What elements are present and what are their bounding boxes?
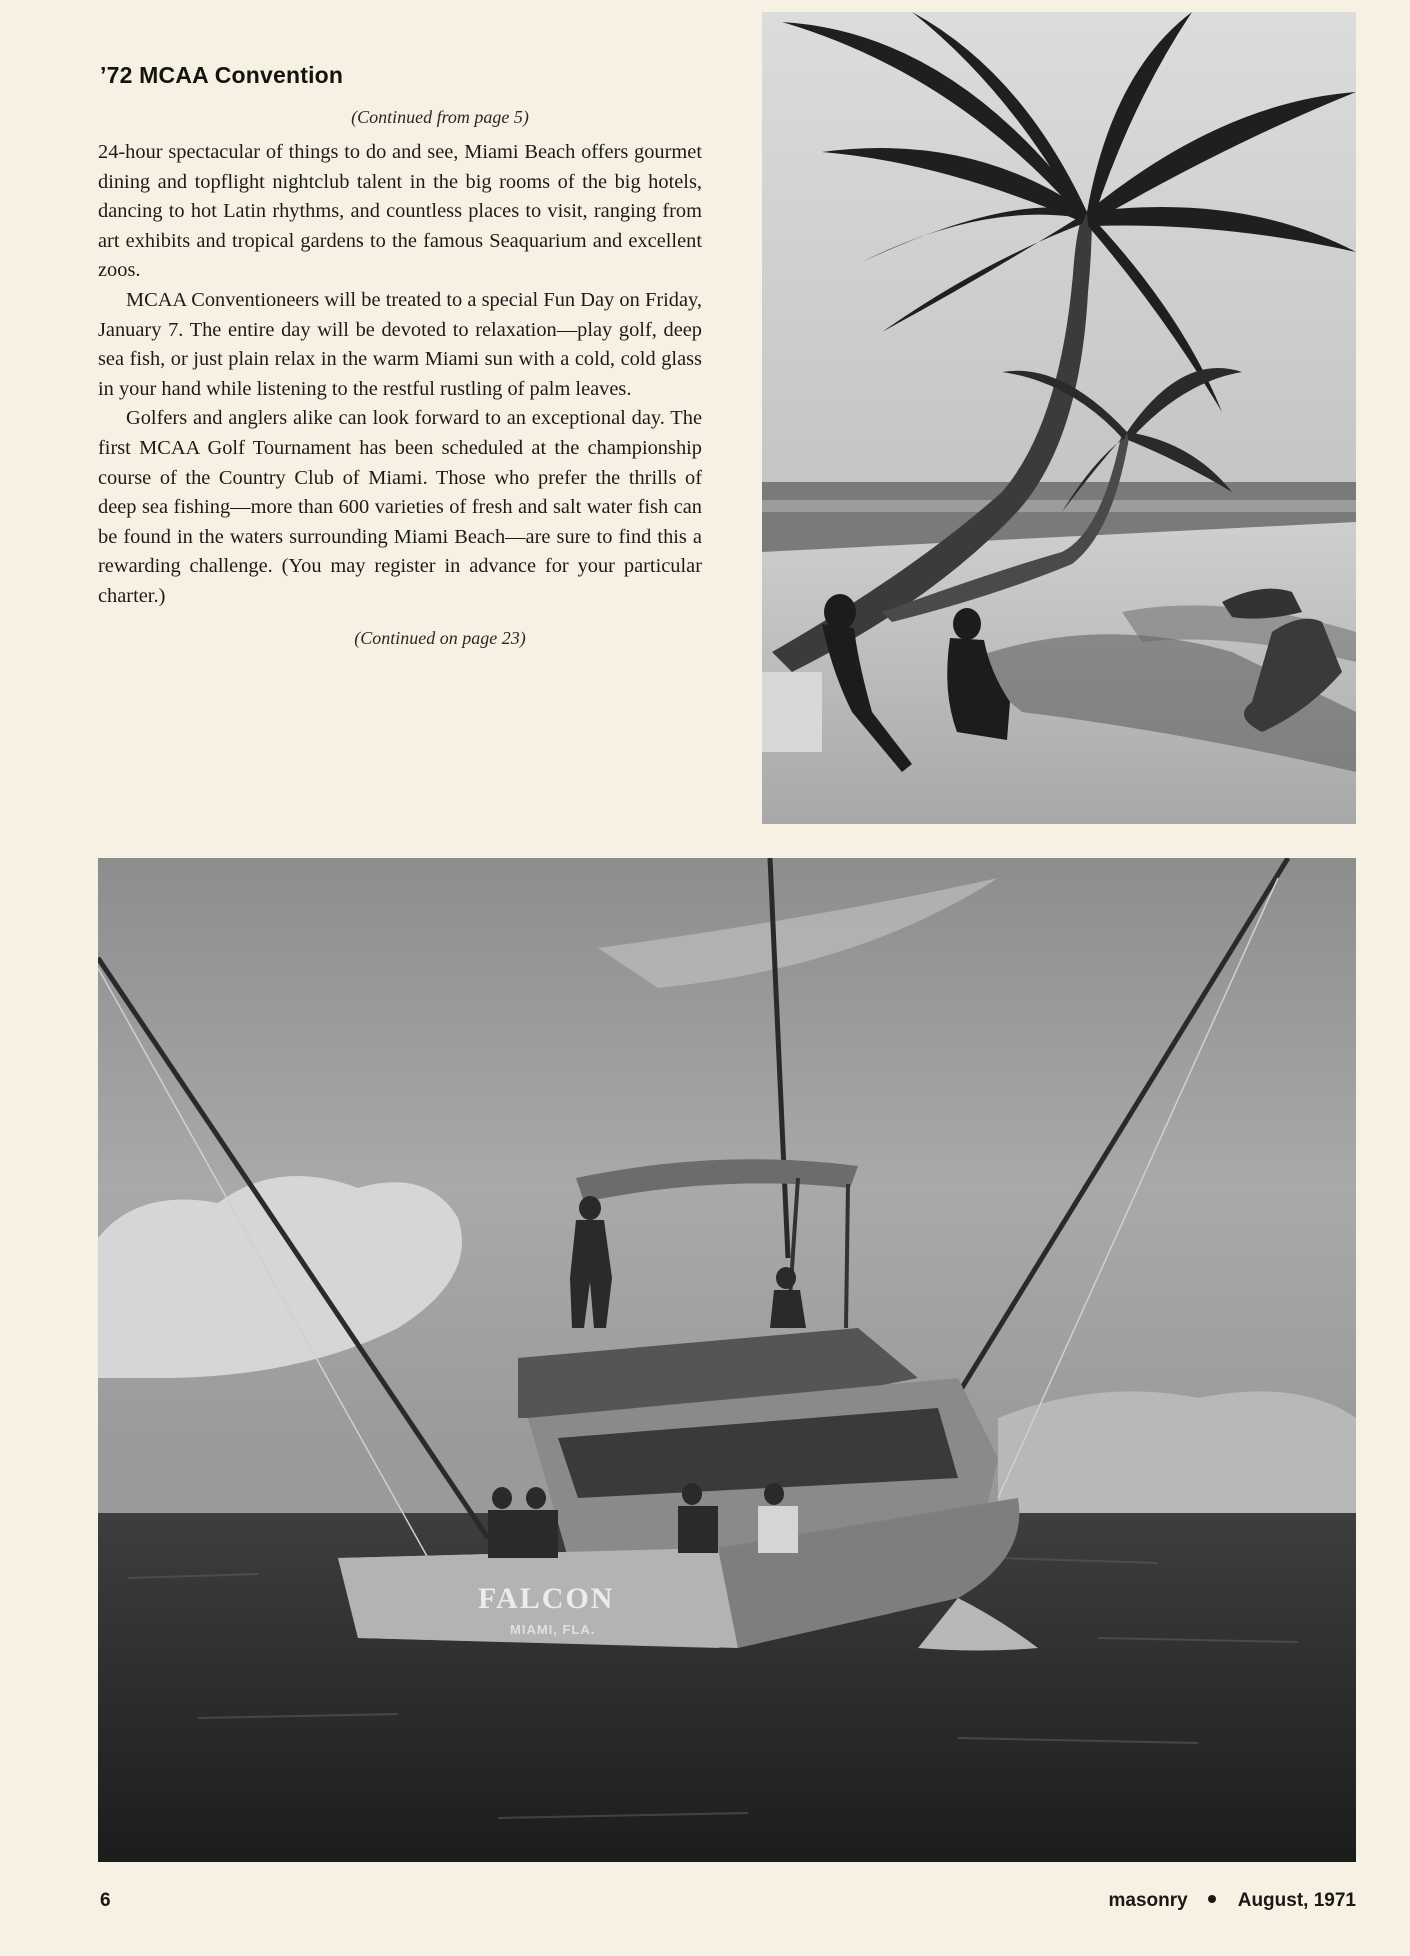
fishing-boat-photo: [98, 858, 1356, 1862]
article-headline: ’72 MCAA Convention: [100, 62, 344, 88]
article-paragraph-2: MCAA Conventioneers will be treated to a special Fun Day on Friday, January 7. The entire day will be devoted to relaxation—play golf, deep sea fish, or just plain relax in the warm Miami sun with a cold, cold glass in your hand while listening to the restful rustling of palm leaves.: [98, 288, 702, 400]
boat-home-port-text: MIAMI, FLA.: [510, 1622, 596, 1637]
continued-on-note: (Continued on page 23): [354, 627, 526, 648]
page-number: 6: [100, 1890, 111, 1911]
bullet-separator: [1208, 1895, 1216, 1903]
article-paragraph-1: 24-hour spectacular of things to do and see, Miami Beach offers gourmet dining and topflight nightclub talent in the big rooms of the big hotels, dancing to hot Latin rhythms, and countless places to visit, ranging from art exhibits and tropical gardens to the famous Seaquarium and excellent zoos.: [98, 141, 702, 282]
article-paragraph-3: Golfers and anglers alike can look forward to an exceptional day. The first MCAA Golf Tournament has been scheduled at the championship course of the Country Club of Miami. Those who prefer the thrills of deep sea fishing—more than 600 varieties of fresh and salt water fish can be found in the waters surrounding Miami Beach—are sure to find this a rewarding challenge. (You may register in advance for your particular charter.): [98, 407, 702, 607]
boat-name-text: FALCON: [478, 1582, 615, 1615]
beach-palm-photo: [762, 12, 1356, 824]
footer-publication-info: [1109, 1890, 1356, 1912]
continued-from-note: (Continued from page 5): [351, 107, 529, 127]
article: [98, 62, 702, 649]
issue-date: August, 1971: [1237, 1890, 1356, 1911]
publication-name: masonry: [1108, 1890, 1188, 1911]
